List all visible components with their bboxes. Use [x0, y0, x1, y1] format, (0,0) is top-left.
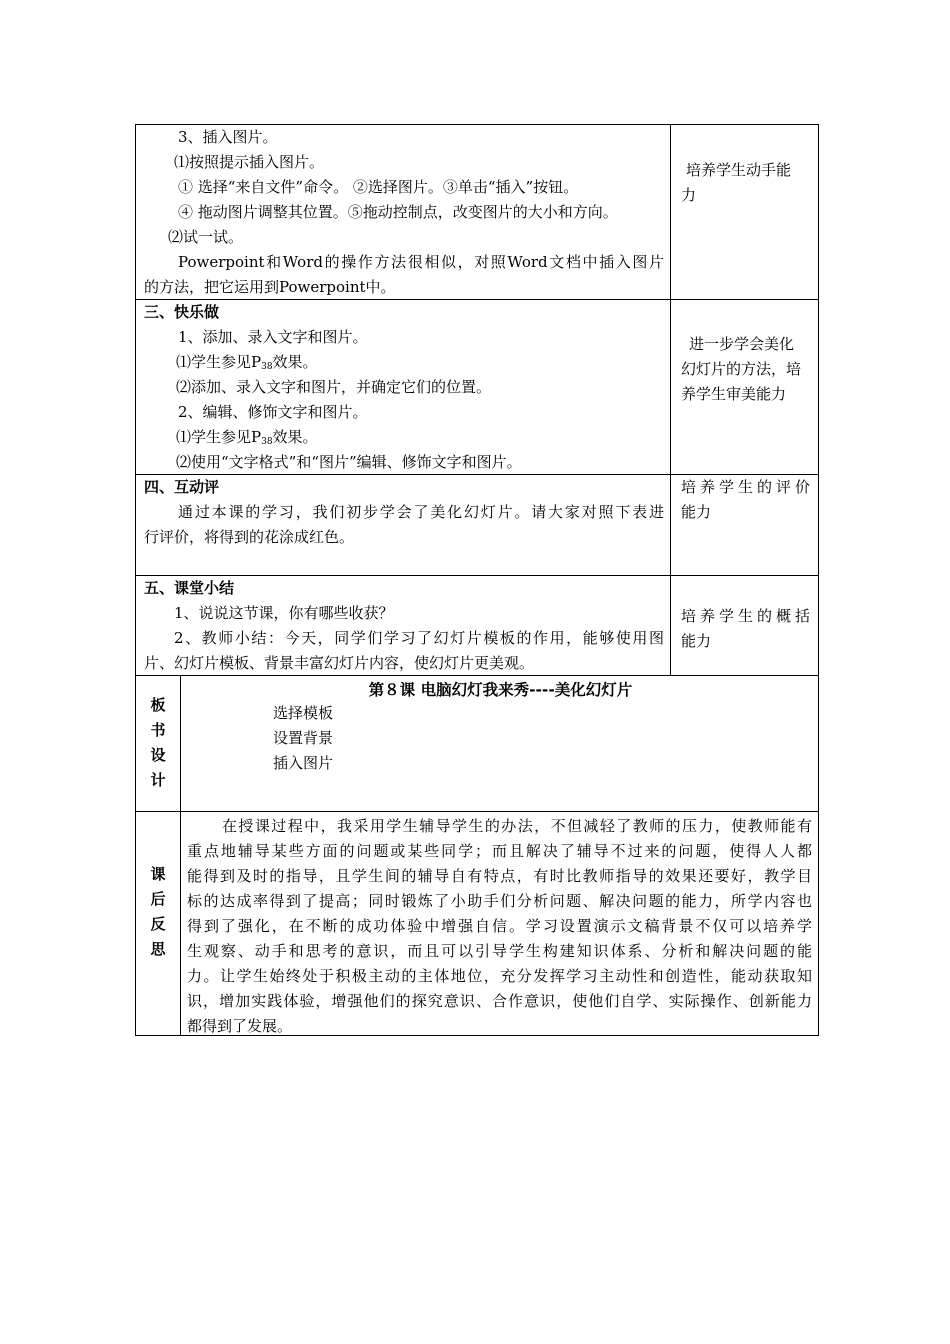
reflection-line: 识，增加实践体验，增强他们的探究意识、合作意识，使他们自学、实际操作、创新能力	[187, 992, 812, 1010]
summary-goal	[671, 576, 818, 675]
text-line: 1、添加、录入文字和图片。	[178, 328, 368, 346]
text-line: ⑴学生参见$P_{38}$效果。	[176, 353, 318, 372]
text-line: ① 选择“来自文件”命令。 ②选择图片。③单击“插入”按钮。	[178, 178, 579, 196]
reflection-line: 得到了强化，在不断的成功体验中增强自信。学习设置演示文稿背景不仅可以培养学	[187, 917, 812, 935]
insert-picture-content	[136, 125, 670, 299]
goal-line: 力	[681, 186, 697, 204]
text-line: 的方法，把它运用到Powerpoint中。	[144, 278, 396, 296]
text-line: ⑵使用“文字格式”和“图片”编辑、修饰文字和图片。	[176, 453, 522, 471]
board-item: 选择模板	[273, 704, 334, 722]
summary-content	[136, 576, 670, 675]
happy-do-goal	[671, 300, 818, 474]
lesson-plan-table	[135, 124, 819, 1036]
goal-line: 养学生审美能力	[681, 385, 787, 403]
text-line: Powerpoint和Word的操作方法很相似，对照Word文档中插入图片	[178, 253, 664, 271]
evaluation-content	[136, 475, 670, 575]
board-title: 第８课 电脑幻灯我来秀----美化幻灯片	[368, 681, 633, 699]
reflection-label-char: 课	[150, 865, 166, 883]
text-line: ⑵添加、录入文字和图片，并确定它们的位置。	[176, 378, 492, 396]
goal-line: 进一步学会美化	[689, 335, 795, 353]
text-line: ⑴按照提示插入图片。	[174, 153, 325, 171]
section-heading: 四、互动评	[144, 478, 220, 496]
goal-line: 幻灯片的方法，培	[681, 360, 802, 378]
text-line: 3、插入图片。	[178, 128, 278, 146]
section-heading: 三、快乐做	[144, 303, 220, 321]
reflection-line: 生观察、动手和思考的意识，而且可以引导学生构建知识体系、分析和解决问题的能	[187, 942, 812, 960]
board-label-char: 计	[150, 771, 166, 789]
board-label-char: 书	[150, 721, 166, 739]
reflection-line: 在授课过程中，我采用学生辅导学生的办法，不但减轻了教师的压力，使教师能有	[222, 817, 812, 835]
text-line: 1、说说这节课，你有哪些收获？	[174, 604, 394, 622]
reflection-label-char: 反	[150, 915, 166, 933]
text-line: ⑴学生参见$P_{38}$效果。	[176, 428, 318, 447]
reflection-line: 能得到及时的指导，且学生间的辅导自有特点，有时比教师指导的效果还要好，教学目	[187, 867, 812, 885]
reflection-line: 都得到了发展。	[187, 1017, 293, 1035]
reflection-row	[136, 812, 818, 1035]
reflection-label-char: 思	[150, 940, 166, 958]
goal-line: 培养学生的概括	[681, 607, 810, 625]
text-line: 2、编辑、修饰文字和图片。	[178, 403, 368, 421]
goal-line: 培养学生动手能	[686, 161, 792, 179]
text-line: 行评价，将得到的花涂成红色。	[144, 528, 355, 546]
text-line: 2、教师小结：今天，同学们学习了幻灯片模板的作用，能够使用图	[174, 629, 664, 647]
insert-picture-goal	[671, 125, 818, 299]
board-label-char: 板	[150, 696, 166, 714]
section-heading: 五、课堂小结	[144, 579, 235, 597]
reflection-line: 标的达成率得到了提高；同时锻炼了小助手们分析问题、解决问题的能力，所学内容也	[187, 892, 812, 910]
text-line: 片、幻灯片模板、背景丰富幻灯片内容，使幻灯片更美观。	[144, 654, 535, 672]
goal-line: 培养学生的评价	[681, 478, 810, 496]
reflection-label-char: 后	[150, 890, 166, 908]
text-line: ④ 拖动图片调整其位置。⑤拖动控制点，改变图片的大小和方向。	[178, 203, 618, 221]
board-item: 设置背景	[273, 729, 334, 747]
goal-line: 能力	[681, 632, 712, 650]
board-item: 插入图片	[273, 754, 334, 772]
board-label-char: 设	[150, 746, 166, 764]
text-line: ⑵试一试。	[168, 228, 244, 246]
evaluation-goal	[671, 475, 818, 575]
reflection-line: 力。让学生始终处于积极主动的主体地位，充分发挥学习主动性和创造性，能动获取知	[187, 967, 812, 985]
reflection-line: 重点地辅导某些方面的问题或某些同学；而且解决了辅导不过来的问题，使得人人都	[187, 842, 812, 860]
board-design-row	[136, 676, 818, 811]
happy-do-content	[136, 300, 670, 474]
goal-line: 能力	[681, 503, 712, 521]
text-line: 通过本课的学习，我们初步学会了美化幻灯片。请大家对照下表进	[178, 503, 664, 521]
